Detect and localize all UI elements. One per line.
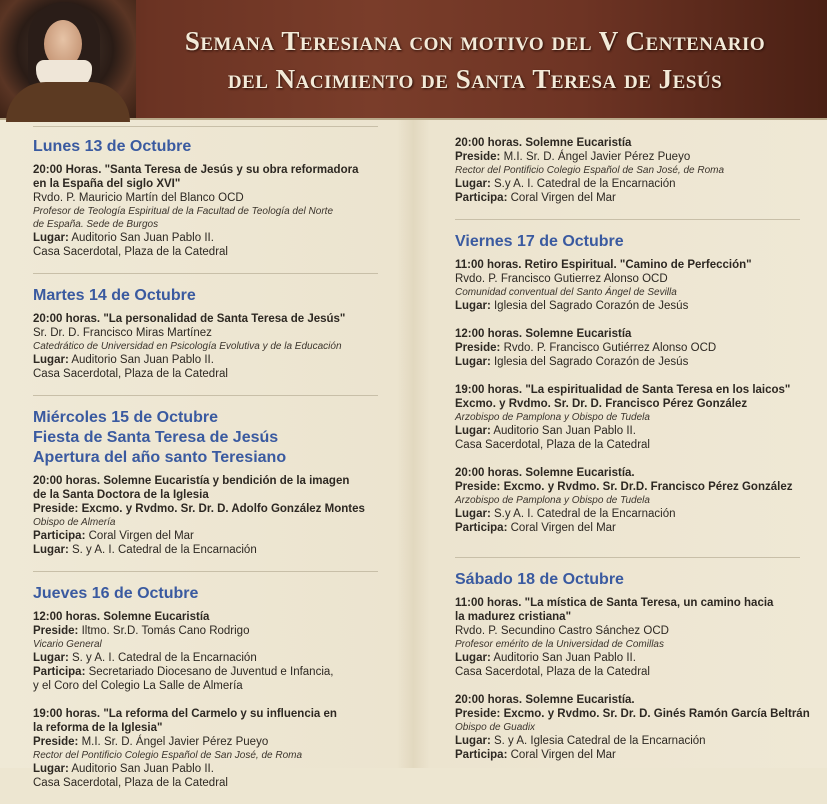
location-value: Auditorio San Juan Pablo II. xyxy=(490,425,636,437)
presider-value: Iltmo. Sr.D. Tomás Cano Rodrigo xyxy=(78,625,250,637)
location-label: Lugar: xyxy=(455,178,491,190)
event-location xyxy=(455,424,827,438)
participants-label: Participa: xyxy=(455,749,508,761)
event-presider-role: Vicario General xyxy=(33,639,102,650)
event-title: 20:00 horas. Solemne Eucaristía. xyxy=(455,467,635,479)
day-subheading-opening: Apertura del año santo Teresiano xyxy=(33,449,287,466)
event-location xyxy=(33,762,423,776)
event-title: 11:00 horas. "La mística de Santa Teresa, un camino hacia xyxy=(455,597,774,609)
participants-value: Coral Virgen del Mar xyxy=(507,192,616,204)
divider xyxy=(33,273,378,274)
event-title: 20:00 horas. Solemne Eucaristía xyxy=(455,137,632,149)
event-participants xyxy=(455,521,827,535)
location-label: Lugar: xyxy=(33,652,69,664)
divider xyxy=(455,557,800,558)
page-title xyxy=(140,22,810,98)
event-saturday-1100 xyxy=(455,596,827,679)
event-thursday-1900 xyxy=(33,707,423,790)
participants-label: Participa: xyxy=(33,530,86,542)
divider xyxy=(33,126,378,127)
title-line-1: Semana Teresiana con motivo del V Centenario xyxy=(184,26,766,56)
location-label: Lugar: xyxy=(455,652,491,664)
location-value: Iglesia del Sagrado Corazón de Jesús xyxy=(490,356,689,368)
event-speaker: Rvdo. P. Secundino Castro Sánchez OCD xyxy=(455,625,669,637)
event-location-extra: Casa Sacerdotal, Plaza de la Catedral xyxy=(33,368,228,380)
event-location-extra: Casa Sacerdotal, Plaza de la Catedral xyxy=(33,246,228,258)
location-value: S.y A. I. Catedral de la Encarnación xyxy=(490,508,676,520)
location-label: Lugar: xyxy=(455,735,491,747)
presider-label: Preside: xyxy=(33,503,79,515)
location-label: Lugar: xyxy=(455,300,491,312)
day-heading-wednesday: Miércoles 15 de Octubre xyxy=(33,409,218,426)
event-presider-role: Rector del Pontificio Colegio Español de San José, de Roma xyxy=(455,165,725,176)
event-friday-1900 xyxy=(455,383,827,452)
presider-value: M.I. Sr. D. Ángel Javier Pérez Pueyo xyxy=(500,151,691,163)
location-label: Lugar: xyxy=(455,356,491,368)
presider-value: Rvdo. P. Francisco Gutiérrez Alonso OCD xyxy=(500,342,717,354)
presider-value: Excmo. y Rvdmo. Sr. Dr. D. Ginés Ramón García Beltrán xyxy=(500,708,810,720)
event-participants-extra: y el Coro del Colegio La Salle de Almería xyxy=(33,680,243,692)
event-title: en la España del siglo XVI" xyxy=(33,178,181,190)
divider xyxy=(33,395,378,396)
event-speaker-role: Catedrático de Universidad en Psicología Evolutiva y de la Educación xyxy=(33,341,342,352)
location-value: S. y A. I. Catedral de la Encarnación xyxy=(68,652,257,664)
day-heading-tuesday: Martes 14 de Octubre xyxy=(33,287,196,304)
presider-label: Preside: xyxy=(33,625,79,637)
event-speaker: Sr. Dr. D. Francisco Miras Martínez xyxy=(33,327,212,339)
event-location xyxy=(455,299,827,313)
event-friday-1200 xyxy=(455,327,827,369)
location-value: S. y A. Iglesia Catedral de la Encarnación xyxy=(490,735,706,747)
event-presider xyxy=(455,707,827,721)
divider xyxy=(455,219,800,220)
presider-label: Preside: xyxy=(455,151,501,163)
event-speaker: Excmo. y Rvdmo. Sr. Dr. D. Francisco Pérez González xyxy=(455,398,748,410)
location-value: Iglesia del Sagrado Corazón de Jesús xyxy=(490,300,689,312)
event-title: 11:00 horas. Retiro Espiritual. "Camino de Perfección" xyxy=(455,259,752,271)
event-participants xyxy=(455,748,827,762)
day-heading-friday: Viernes 17 de Octubre xyxy=(455,233,624,250)
event-thursday-2000 xyxy=(455,136,827,205)
event-speaker-role: Comunidad conventual del Santo Ángel de Sevilla xyxy=(455,287,677,298)
event-wednesday-2000 xyxy=(33,474,423,557)
location-label: Lugar: xyxy=(455,425,491,437)
day-heading-thursday: Jueves 16 de Octubre xyxy=(33,585,199,602)
participants-label: Participa: xyxy=(455,192,508,204)
event-speaker-role: de España. Sede de Burgos xyxy=(33,219,159,230)
event-location xyxy=(455,651,827,665)
location-value: Auditorio San Juan Pablo II. xyxy=(490,652,636,664)
location-label: Lugar: xyxy=(33,354,69,366)
location-label: Lugar: xyxy=(33,544,69,556)
presider-label: Preside: xyxy=(455,708,501,720)
event-location xyxy=(33,543,423,557)
location-value: Auditorio San Juan Pablo II. xyxy=(68,232,214,244)
event-title: 20:00 horas. Solemne Eucaristía. xyxy=(455,694,635,706)
event-presider-role: Obispo de Guadix xyxy=(455,722,536,733)
portrait-robe xyxy=(6,82,130,122)
location-label: Lugar: xyxy=(33,232,69,244)
event-presider xyxy=(33,624,423,638)
event-monday-2000 xyxy=(33,163,423,259)
event-presider-role: Rector del Pontificio Colegio Español de San José, de Roma xyxy=(33,750,303,761)
right-column xyxy=(455,126,827,776)
title-line-2: del Nacimiento de Santa Teresa de Jesús xyxy=(227,64,723,94)
day-heading-monday: Lunes 13 de Octubre xyxy=(33,138,192,155)
event-location xyxy=(33,651,423,665)
event-presider xyxy=(455,341,827,355)
event-location xyxy=(455,355,827,369)
event-title: 20:00 horas. Solemne Eucaristía y bendición de la imagen xyxy=(33,475,350,487)
event-presider xyxy=(33,502,423,516)
divider xyxy=(33,571,378,572)
event-speaker-role: Profesor emérito de la Universidad de Comillas xyxy=(455,639,664,650)
event-title: 19:00 horas. "La reforma del Carmelo y su influencia en xyxy=(33,708,337,720)
location-value: Auditorio San Juan Pablo II. xyxy=(68,763,214,775)
presider-value: Excmo. y Rvdmo. Sr. Dr. D. Adolfo González Montes xyxy=(78,503,365,515)
presider-label: Preside: xyxy=(455,481,501,493)
presider-value: M.I. Sr. D. Ángel Javier Pérez Pueyo xyxy=(78,736,269,748)
header-banner xyxy=(0,0,827,120)
event-presider-role: Arzobispo de Pamplona y Obispo de Tudela xyxy=(455,495,650,506)
event-location-extra: Casa Sacerdotal, Plaza de la Catedral xyxy=(455,439,650,451)
event-presider xyxy=(33,735,423,749)
event-title: la madurez cristiana" xyxy=(455,611,572,623)
location-value: S.y A. I. Catedral de la Encarnación xyxy=(490,178,676,190)
participants-value: Coral Virgen del Mar xyxy=(85,530,194,542)
location-label: Lugar: xyxy=(455,508,491,520)
event-participants xyxy=(33,529,423,543)
event-speaker-role: Arzobispo de Pamplona y Obispo de Tudela xyxy=(455,412,650,423)
participants-value: Coral Virgen del Mar xyxy=(507,749,616,761)
event-speaker: Rvdo. P. Francisco Gutierrez Alonso OCD xyxy=(455,273,668,285)
event-presider-role: Obispo de Almería xyxy=(33,517,116,528)
event-location xyxy=(33,231,423,245)
location-label: Lugar: xyxy=(33,763,69,775)
event-friday-2000 xyxy=(455,466,827,535)
day-heading-saturday: Sábado 18 de Octubre xyxy=(455,571,624,588)
event-title: 19:00 horas. "La espiritualidad de Santa Teresa en los laicos" xyxy=(455,384,791,396)
event-thursday-1200 xyxy=(33,610,423,693)
event-location-extra: Casa Sacerdotal, Plaza de la Catedral xyxy=(33,777,228,789)
location-value: Auditorio San Juan Pablo II. xyxy=(68,354,214,366)
event-presider xyxy=(455,150,827,164)
event-location xyxy=(455,177,827,191)
event-friday-1100 xyxy=(455,258,827,313)
event-participants xyxy=(455,191,827,205)
event-tuesday-2000 xyxy=(33,312,423,381)
event-location xyxy=(455,507,827,521)
left-column xyxy=(33,126,423,804)
location-value: S. y A. I. Catedral de la Encarnación xyxy=(68,544,257,556)
event-presider xyxy=(455,480,827,494)
event-title: 12:00 horas. Solemne Eucaristía xyxy=(455,328,632,340)
participants-value: Coral Virgen del Mar xyxy=(507,522,616,534)
event-title: de la Santa Doctora de la Iglesia xyxy=(33,489,209,501)
event-title: 20:00 Horas. "Santa Teresa de Jesús y su obra reformadora xyxy=(33,164,359,176)
event-location xyxy=(455,734,827,748)
event-speaker: Rvdo. P. Mauricio Martín del Blanco OCD xyxy=(33,192,244,204)
event-title: la reforma de la Iglesia" xyxy=(33,722,163,734)
presider-label: Preside: xyxy=(33,736,79,748)
event-participants xyxy=(33,665,423,679)
participants-value: Secretariado Diocesano de Juventud e Infancia, xyxy=(85,666,334,678)
presider-value: Excmo. y Rvdmo. Sr. Dr.D. Francisco Pérez González xyxy=(500,481,793,493)
event-location-extra: Casa Sacerdotal, Plaza de la Catedral xyxy=(455,666,650,678)
event-location xyxy=(33,353,423,367)
event-title: 20:00 horas. "La personalidad de Santa Teresa de Jesús" xyxy=(33,313,346,325)
presider-label: Preside: xyxy=(455,342,501,354)
day-subheading-feast: Fiesta de Santa Teresa de Jesús xyxy=(33,429,279,446)
participants-label: Participa: xyxy=(455,522,508,534)
saint-teresa-portrait xyxy=(0,0,136,118)
event-saturday-2000 xyxy=(455,693,827,762)
event-title: 12:00 horas. Solemne Eucaristía xyxy=(33,611,210,623)
participants-label: Participa: xyxy=(33,666,86,678)
event-speaker-role: Profesor de Teología Espiritual de la Facultad de Teología del Norte xyxy=(33,206,334,217)
